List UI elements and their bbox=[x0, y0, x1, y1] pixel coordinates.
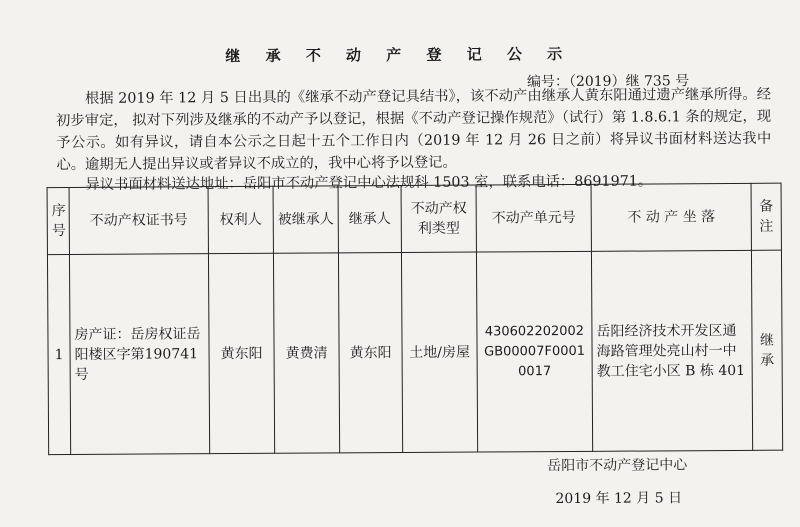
cell-heir: 黄东阳 bbox=[338, 252, 402, 452]
objection-address-line: 异议书面材料送达地址：岳阳市不动产登记中心法规科 1503 室，联系电话：8691971。 bbox=[85, 173, 653, 193]
cell-certificate: 房产证：岳房权证岳阳楼区字第190741号 bbox=[69, 254, 209, 455]
header-unit-number: 不动产单元号 bbox=[476, 184, 591, 252]
property-table bbox=[47, 183, 784, 455]
header-decedent: 被继承人 bbox=[273, 186, 338, 253]
notice-body-paragraph: 根据 2019 年 12 月 5 日出具的《继承不动产登记具结书》，该不动产由继承人黄东阳通过遗产继承所得。经初步审定， 拟对下列涉及继承的不动产予以登记，根据《不动产登记操作规范》（试行）第 1.8.6.1 条的规定，现予公示。如有异议，请自本公示之日起十五个工作日内（2019 年 12 月 26 日之前）将异议书面材料送达我中心。逾期无人提出异议或者异议不成立的，我中心将予以登记。 bbox=[56, 86, 772, 174]
issue-date: 2019 年 12 月 5 日 bbox=[555, 490, 683, 508]
cell-remark: 继承 bbox=[751, 250, 782, 450]
cell-owner: 黄东阳 bbox=[208, 253, 274, 453]
table-header-row bbox=[47, 183, 781, 254]
header-location: 不 动 产 坐 落 bbox=[591, 183, 751, 251]
header-certificate: 不动产权证书号 bbox=[69, 187, 208, 255]
header-owner: 权利人 bbox=[208, 186, 273, 253]
document-title: 继 承 不 动 产 登 记 公 示 bbox=[225, 44, 573, 66]
cell-index: 1 bbox=[47, 255, 70, 455]
cell-right-type: 土地/房屋 bbox=[401, 252, 477, 452]
header-heir: 继承人 bbox=[338, 185, 401, 252]
cell-unit-number: 430602202002GB00007F00010017 bbox=[476, 251, 592, 452]
table-row bbox=[47, 250, 782, 454]
header-right-type: 不动产权利类型 bbox=[401, 185, 476, 252]
issuing-organization: 岳阳市不动产登记中心 bbox=[547, 457, 688, 475]
header-remark: 备注 bbox=[751, 183, 781, 250]
document-number: 编号：（2019）继 735 号 bbox=[526, 73, 690, 91]
cell-decedent: 黄费清 bbox=[273, 253, 339, 453]
header-index: 序号 bbox=[47, 188, 69, 255]
cell-location: 岳阳经济技术开发区通海路管理处亮山村一中教工住宅小区 B 栋 401 bbox=[591, 250, 752, 451]
